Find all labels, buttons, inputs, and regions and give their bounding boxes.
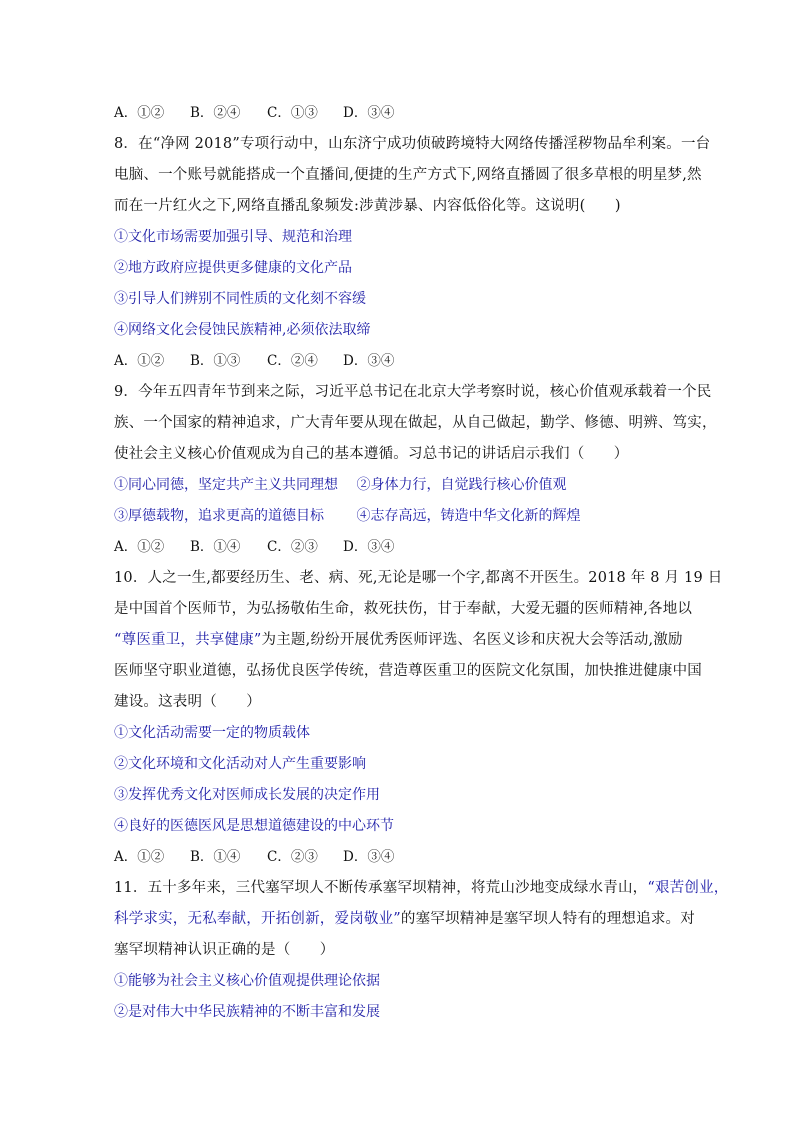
question-11-line-2 [114, 904, 695, 935]
question-9-answer-choices [114, 532, 684, 563]
choice-b[interactable]: B．②④ [190, 105, 241, 121]
question-10-line-4: 医师坚守职业道德，弘扬优良医学传统，营造尊医重卫的医院文化氛围，加快推进健康中国 [114, 663, 702, 679]
question-11-quote-start: “艰苦创业， [647, 880, 729, 896]
answer-choices-prev [114, 98, 684, 129]
question-9 [114, 377, 717, 563]
question-10-line-2: 是中国首个医师节，为弘扬敬佑生命，救死扶伤，甘于奉献，大爱无疆的医师精神,各地以 [114, 601, 693, 617]
question-10-answer-choices [114, 842, 684, 873]
question-10-line-3-rest: 为主题,纷纷开展优秀医师评选、名医义诊和庆祝大会等活动,激励 [261, 632, 683, 648]
choice-d[interactable]: D．③④ [343, 539, 395, 555]
choice-c[interactable]: C．①③ [267, 105, 318, 121]
question-8-option-3: ③引导人们辨别不同性质的文化刻不容缓 [114, 291, 366, 307]
document-page [114, 98, 729, 1028]
choice-c[interactable]: C．②③ [267, 539, 318, 555]
question-11-line-2-rest: 的塞罕坝精神是塞罕坝人特有的理想追求。对 [400, 911, 695, 927]
question-8-line-1: 8．在“净网 2018”专项行动中，山东济宁成功侦破跨境特大网络传播淫秽物品牟利案。一台 [114, 136, 711, 152]
question-11-line-1 [114, 873, 729, 904]
choice-d[interactable]: D．③④ [343, 353, 395, 369]
question-10-option-3: ③发挥优秀文化对医师成长发展的决定作用 [114, 787, 380, 803]
question-9-options-row-2: ③厚德载物，追求更高的道德目标 ④志存高远，铸造中华文化新的辉煌 [114, 508, 581, 524]
choice-a[interactable]: A．①② [114, 849, 165, 865]
question-10-line-1: 10．人之一生,都要经历生、老、病、死,无论是哪一个字,都离不开医生。2018 年 8 月 19 日 [114, 570, 723, 586]
question-10 [114, 563, 723, 873]
choice-b[interactable]: B．①③ [190, 353, 241, 369]
question-9-line-1: 9．今年五四青年节到来之际，习近平总书记在北京大学考察时说，核心价值观承载着一个民 [114, 384, 712, 400]
question-8-option-2: ②地方政府应提供更多健康的文化产品 [114, 260, 352, 276]
question-8-option-1: ①文化市场需要加强引导、规范和治理 [114, 229, 352, 245]
choice-a[interactable]: A．①② [114, 539, 165, 555]
choice-a[interactable]: A．①② [114, 353, 165, 369]
question-10-line-3 [114, 625, 684, 656]
choice-b[interactable]: B．①④ [190, 849, 241, 865]
question-10-option-2: ②文化环境和文化活动对人产生重要影响 [114, 756, 366, 772]
question-11-line-1-text: 11．五十多年来，三代塞罕坝人不断传承塞罕坝精神，将荒山沙地变成绿水青山， [114, 880, 648, 896]
question-10-option-1: ①文化活动需要一定的物质载体 [114, 725, 310, 741]
question-11 [114, 873, 729, 1028]
question-9-line-2: 族、一个国家的精神追求，广大青年要从现在做起，从自己做起，勤学、修德、明辨、笃实， [114, 415, 717, 431]
question-9-options-row-1: ①同心同德，坚定共产主义共同理想 ②身体力行，自觉践行核心价值观 [114, 477, 567, 493]
choice-c[interactable]: C．②③ [267, 849, 318, 865]
question-8 [114, 129, 711, 377]
choice-d[interactable]: D．③④ [343, 105, 395, 121]
question-8-line-3: 而在一片红火之下,网络直播乱象频发:涉黄涉暴、内容低俗化等。这说明( ) [114, 198, 621, 214]
question-10-option-4: ④良好的医德医风是思想道德建设的中心环节 [114, 818, 394, 834]
question-8-option-4: ④网络文化会侵蚀民族精神,必须依法取缔 [114, 322, 371, 338]
question-11-quote-end: 科学求实，无私奉献，开拓创新，爱岗敬业” [114, 911, 401, 927]
question-8-answer-choices [114, 346, 684, 377]
choice-a[interactable]: A．①② [114, 105, 165, 121]
question-11-line-3: 塞罕坝精神认识正确的是（ ） [114, 942, 335, 958]
question-11-option-1: ①能够为社会主义核心价值观提供理论依据 [114, 973, 380, 989]
choice-d[interactable]: D．③④ [343, 849, 395, 865]
choice-b[interactable]: B．①④ [190, 539, 241, 555]
question-9-line-3: 使社会主义核心价值观成为自己的基本遵循。习总书记的讲话启示我们（ ） [114, 446, 629, 462]
choice-c[interactable]: C．②④ [267, 353, 318, 369]
question-11-option-2: ②是对伟大中华民族精神的不断丰富和发展 [114, 1004, 380, 1020]
question-10-line-5: 建设。这表明（ ） [114, 694, 261, 710]
question-10-theme-quote: “尊医重卫，共享健康” [114, 632, 262, 648]
question-8-line-2: 电脑、一个账号就能搭成一个直播间,便捷的生产方式下,网络直播圆了很多草根的明星梦,然 [114, 167, 702, 183]
